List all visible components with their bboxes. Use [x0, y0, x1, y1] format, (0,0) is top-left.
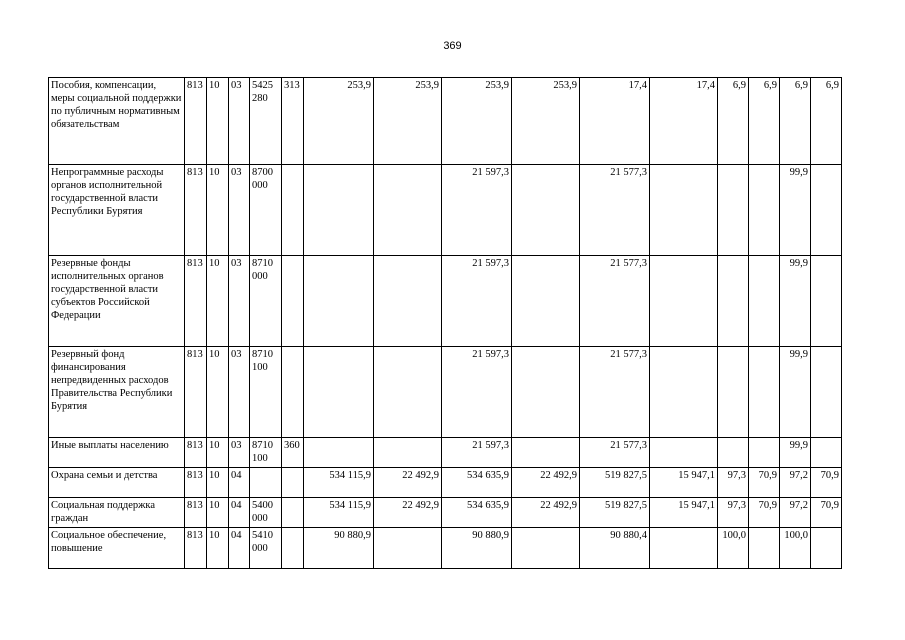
code-type: [282, 498, 304, 528]
value-executed-federal: 15 947,1: [650, 468, 718, 498]
code-target: 8710 000: [250, 256, 282, 347]
pct-plan: [718, 165, 749, 256]
pct-refined: 99,9: [780, 438, 811, 468]
code-subsection: 03: [229, 78, 250, 165]
value-plan-federal: [374, 347, 442, 438]
value-refined-federal: [512, 165, 580, 256]
value-plan-federal: [374, 165, 442, 256]
value-refined-federal: 22 492,9: [512, 498, 580, 528]
value-plan: [304, 165, 374, 256]
value-executed-federal: [650, 165, 718, 256]
value-executed-federal: 17,4: [650, 78, 718, 165]
pct-plan-federal: [749, 165, 780, 256]
value-executed-federal: [650, 438, 718, 468]
row-name: Резервные фонды исполнительных органов государственной власти субъектов Российской Федерации: [49, 256, 185, 347]
code-subsection: 04: [229, 498, 250, 528]
code-type: [282, 528, 304, 569]
code-section: 10: [207, 528, 229, 569]
pct-refined: 6,9: [780, 78, 811, 165]
code-target: 5410 000: [250, 528, 282, 569]
value-plan-federal: [374, 528, 442, 569]
code-type: [282, 347, 304, 438]
pct-refined-federal: [811, 528, 842, 569]
code-subsection: 03: [229, 256, 250, 347]
pct-plan-federal: [749, 528, 780, 569]
value-refined: 534 635,9: [442, 498, 512, 528]
code-admin: 813: [185, 165, 207, 256]
pct-refined-federal: [811, 347, 842, 438]
value-executed: 21 577,3: [580, 165, 650, 256]
pct-plan: 97,3: [718, 468, 749, 498]
value-plan-federal: [374, 256, 442, 347]
pct-refined-federal: [811, 165, 842, 256]
table-row: [49, 528, 842, 569]
budget-table: [48, 77, 842, 569]
value-refined-federal: [512, 438, 580, 468]
value-executed: 21 577,3: [580, 347, 650, 438]
row-name: Непрограммные расходы органов исполнительной государственной власти Республики Бурятия: [49, 165, 185, 256]
pct-plan: [718, 256, 749, 347]
code-subsection: 04: [229, 468, 250, 498]
code-admin: 813: [185, 468, 207, 498]
code-subsection: 03: [229, 438, 250, 468]
table-row: [49, 468, 842, 498]
code-section: 10: [207, 78, 229, 165]
value-plan: [304, 438, 374, 468]
pct-refined: 100,0: [780, 528, 811, 569]
value-plan-federal: 22 492,9: [374, 468, 442, 498]
value-executed: 519 827,5: [580, 498, 650, 528]
code-target: 8700 000: [250, 165, 282, 256]
code-admin: 813: [185, 256, 207, 347]
pct-refined: 97,2: [780, 468, 811, 498]
row-name: Резервный фонд финансирования непредвиденных расходов Правительства Республики Бурятия: [49, 347, 185, 438]
value-executed-federal: 15 947,1: [650, 498, 718, 528]
code-section: 10: [207, 498, 229, 528]
pct-plan-federal: 70,9: [749, 498, 780, 528]
row-name: Социальная поддержка граждан: [49, 498, 185, 528]
page-number: 369: [443, 40, 462, 52]
value-refined: 534 635,9: [442, 468, 512, 498]
value-plan: [304, 256, 374, 347]
value-executed-federal: [650, 528, 718, 569]
pct-refined: 97,2: [780, 498, 811, 528]
pct-plan: [718, 347, 749, 438]
code-admin: 813: [185, 528, 207, 569]
table-row: [49, 78, 842, 165]
value-executed: 21 577,3: [580, 256, 650, 347]
code-type: 360: [282, 438, 304, 468]
code-admin: 813: [185, 438, 207, 468]
value-plan: 253,9: [304, 78, 374, 165]
code-admin: 813: [185, 498, 207, 528]
pct-refined: 99,9: [780, 165, 811, 256]
value-plan: 534 115,9: [304, 468, 374, 498]
value-plan-federal: 22 492,9: [374, 498, 442, 528]
value-refined-federal: 22 492,9: [512, 468, 580, 498]
pct-plan-federal: [749, 438, 780, 468]
value-executed: 90 880,4: [580, 528, 650, 569]
pct-plan-federal: [749, 347, 780, 438]
value-refined-federal: [512, 256, 580, 347]
value-plan: 534 115,9: [304, 498, 374, 528]
value-executed: 21 577,3: [580, 438, 650, 468]
value-refined: 21 597,3: [442, 165, 512, 256]
value-refined: 21 597,3: [442, 347, 512, 438]
code-type: [282, 165, 304, 256]
value-refined-federal: [512, 528, 580, 569]
value-plan: 90 880,9: [304, 528, 374, 569]
value-executed: 17,4: [580, 78, 650, 165]
code-type: 313: [282, 78, 304, 165]
pct-plan: 6,9: [718, 78, 749, 165]
code-admin: 813: [185, 78, 207, 165]
code-section: 10: [207, 468, 229, 498]
code-subsection: 03: [229, 165, 250, 256]
code-target: [250, 468, 282, 498]
code-target: 5400 000: [250, 498, 282, 528]
value-executed-federal: [650, 256, 718, 347]
pct-refined-federal: 70,9: [811, 498, 842, 528]
table-row: [49, 256, 842, 347]
table-row: [49, 498, 842, 528]
code-section: 10: [207, 165, 229, 256]
value-plan-federal: [374, 438, 442, 468]
pct-plan: [718, 438, 749, 468]
pct-plan: 100,0: [718, 528, 749, 569]
pct-refined-federal: [811, 438, 842, 468]
code-subsection: 03: [229, 347, 250, 438]
value-refined: 253,9: [442, 78, 512, 165]
pct-plan-federal: [749, 256, 780, 347]
pct-plan-federal: 6,9: [749, 78, 780, 165]
pct-refined-federal: 70,9: [811, 468, 842, 498]
value-plan: [304, 347, 374, 438]
pct-refined-federal: [811, 256, 842, 347]
row-name: Социальное обеспечение, повышение: [49, 528, 185, 569]
code-target: 8710 100: [250, 347, 282, 438]
code-target: 8710 100: [250, 438, 282, 468]
value-refined-federal: 253,9: [512, 78, 580, 165]
row-name: Иные выплаты населению: [49, 438, 185, 468]
value-refined: 90 880,9: [442, 528, 512, 569]
row-name: Пособия, компенсации, меры социальной поддержки по публичным нормативным обязательствам: [49, 78, 185, 165]
row-name: Охрана семьи и детства: [49, 468, 185, 498]
code-target: 5425 280: [250, 78, 282, 165]
code-section: 10: [207, 438, 229, 468]
code-section: 10: [207, 256, 229, 347]
code-section: 10: [207, 347, 229, 438]
code-subsection: 04: [229, 528, 250, 569]
code-admin: 813: [185, 347, 207, 438]
table-row: [49, 438, 842, 468]
pct-plan: 97,3: [718, 498, 749, 528]
code-type: [282, 468, 304, 498]
pct-refined: 99,9: [780, 256, 811, 347]
pct-plan-federal: 70,9: [749, 468, 780, 498]
table-row: [49, 165, 842, 256]
value-executed: 519 827,5: [580, 468, 650, 498]
value-refined-federal: [512, 347, 580, 438]
value-plan-federal: 253,9: [374, 78, 442, 165]
value-refined: 21 597,3: [442, 438, 512, 468]
code-type: [282, 256, 304, 347]
table-row: [49, 347, 842, 438]
value-refined: 21 597,3: [442, 256, 512, 347]
pct-refined: 99,9: [780, 347, 811, 438]
value-executed-federal: [650, 347, 718, 438]
pct-refined-federal: 6,9: [811, 78, 842, 165]
